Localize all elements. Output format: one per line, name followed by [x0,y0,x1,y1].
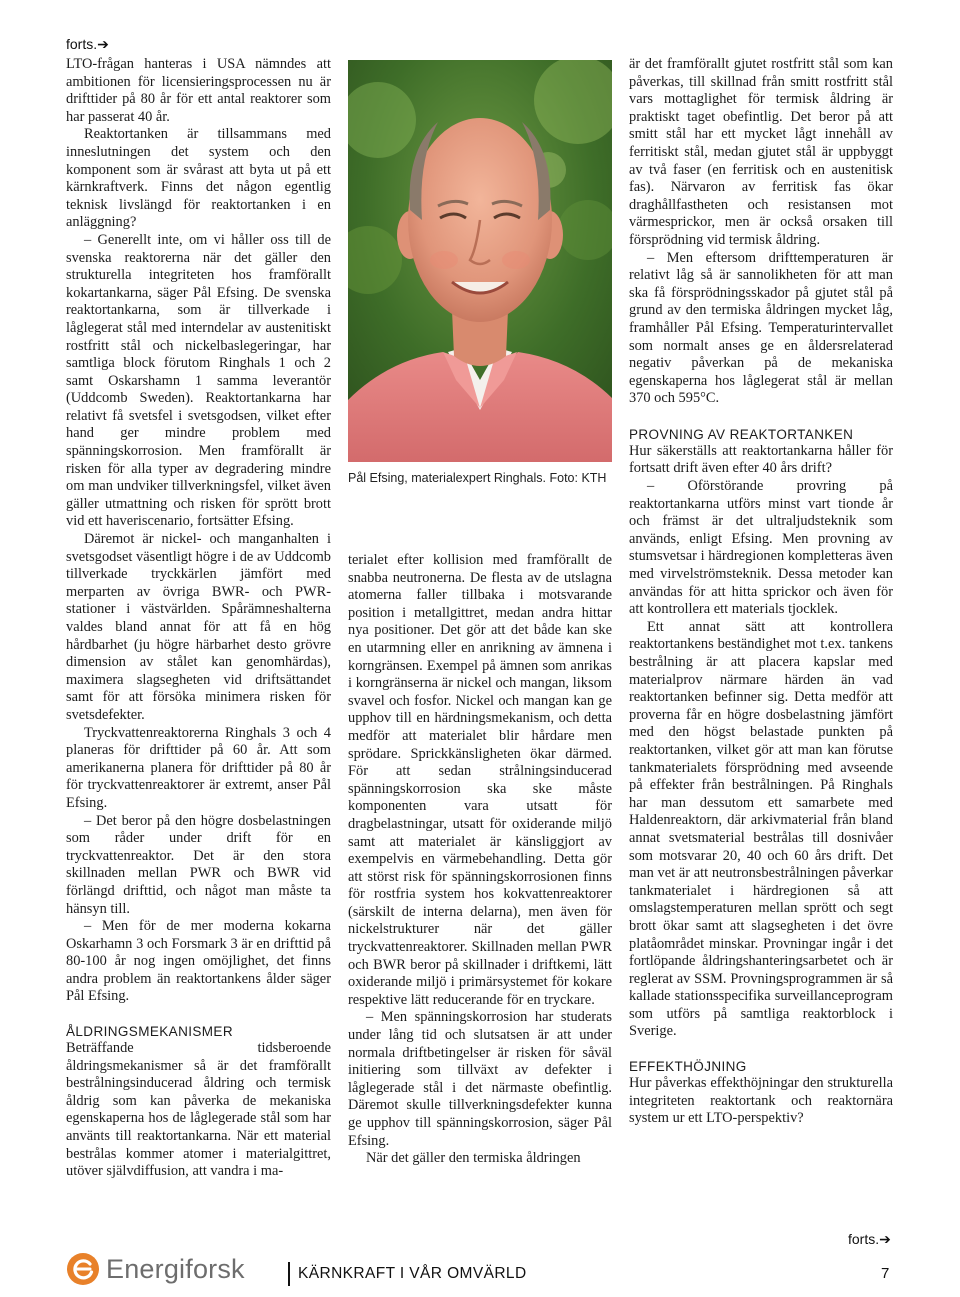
article-column-1 [66,56,331,1181]
article-column-3 [629,56,893,1128]
paragraph: Däremot är nickel- och manganhalten i svetsgodset väsentligt högre i de av Uddcomb tillverkade tryckkärlen jämfört med merparten av övriga BWR- och PWR-stationer i västvärlden. Spårämneshalterna valdes bland annat för att få en hög hårdbarhet (ju högre härbarhet desto grövre dimension av stålet kan genomhärdas), maximera slagsegheten vid driftsättandet samt för att försöka minimera risken för svetsdefekter. [66,531,331,723]
paragraph: Hur säkerställs att reaktortankarna håller för fortsatt drift även efter 40 års drift? [629,442,893,477]
continued-marker-top: forts.➔ [66,36,109,52]
portrait-illustration [348,60,612,462]
paragraph: terialet efter kollision med framförallt de snabba neutronerna. De flesta av de utslagna atomerna faller tillbaka i motsvarande position i metallgittret, medan andra hittar nya positioner. Det gör att det både kan ske en utarmning eller en anrikning av ämnena i korngränsen. Exempel på ämnen som anrikas i korngränserna är nickel och mangan, liksom svavel och fosfor. Nickel och mangan kan ge upphov till en härdningsmekanism, och detta medför att materialet blir hårdare men sprödare. Sprickkänsligheten ökar därmed. För att sedan strålningsinducerad spänningskorrosion ska ske måste komponenten vara utsatt för dragbelastningar, utsatt för oxiderande miljö samt att materialet är känsliggjort av exempelvis en värmebehandling. Detta gör att störst risk för spänningskorrosionen finns för rostfria system hos kokvattenreaktorer (särskilt de interna delarna), men även för nickelstrukturer när det gäller tryckvattenreaktorer. Skillnaden mellan PWR och BWR beror på skillnader i driftkemi, lätt oxiderande miljö i primärsystemet för kokare respektive lätt reducerande för en tryckare. [348,552,612,1008]
paragraph: Ett annat sätt att kontrollera reaktortankens beständighet mot t.ex. tankens bestrålning är att placera kapslar med materialprov närmare härden än vad reaktortanken befinner sig. Detta medför att proverna får en högre dosbelastning jämfört med den högst belastade punkten på reaktortanken, vilket gör att man kan förutse tankmaterialets försprödning med avseende på effekter från bestrålningen. På Ringhals har man dessutom ett samarbete med Haldenreaktorn, där arkivmaterial från bland annat svetsmaterial bestrålas till dosnivåer som motsvarar 20, 40 och 60 års drift. Det man vet är att neutronsbestrålningen påverkar tankmaterialet i härdregionen så att omslagstemperaturen mellan sprött och segt brott ökar samt att slagsegheten i det övre platåområdet minskar. Provningar ingår i det fortlöpande åldringshanteringsarbetet och är reglerat av SSM. Provningsprogrammen är så kallade stationsspecifika surveillanceprogram som utförs på samtliga reaktorblock i Sverige. [629,618,893,1040]
paragraph: – Generellt inte, om vi håller oss till de svenska reaktorerna när det gäller den strukturella integriteten hos framförallt kokartankarna, säger Pål Efsing. De svenska reaktortankarna, som är tillverkade i låglegerat stål med interndelar av austenitiskt rostfritt stål och nickelbaslegeringar, har samtliga block förutom Ringhals 1 och 2 samt Oskarshamn 1 samma leverantör (Uddcomb Sweden). Reaktortankarna har relativt få svetsfel i svetsgodsen, vilket efter hand ger mindre problem med spänningskorrosion. Men framförallt är risken för alla typer av degradering mindre om man undviker tillverkningsfel, vilket även gäller utmattning och risken för sprött brott vid ett haveriscenario, fortsätter Efsing. [66,231,331,530]
paragraph: Beträffande tidsberoende åldringsmekanismer så är det framförallt bestrålningsinducerad åldring och termisk åldrig som kan påverka de mekaniska egenskaperna hos de låglegerade stål som har använts till reaktortankarna. När ett material bestrålas kommer atomer i materialgittret, utöver självdiffusion, att vandra i ma- [66,1040,331,1180]
paragraph: – Men spänningskorrosion har studerats under lång tid och slutsatsen är att under normala driftbetingelser är risken för såväl initiering som tillväxt av defekter i låglegerade stål i det närmaste obefintlig. Däremot skulle tillverkningsdefekter kunna ge upphov till spänningskorrosion, säger Pål Efsing. [348,1009,612,1149]
magazine-title: KÄRNKRAFT I VÅR OMVÄRLD [298,1265,527,1282]
paragraph: När det gäller den termiska åldringen [366,1150,581,1167]
paragraph: Hur påverkas effekthöjningar den strukturella integriteten reaktortank och reaktornära system ur ett LTO-perspektiv? [629,1075,893,1127]
paragraph: – Men eftersom drifttemperaturen är relativt låg så är sannolikheten för att man ska få försprödningsskador på gjutet stål på grund av den termiska åldringen mycket låg, framhåller Pål Efsing. Temperaturintervallet som normalt anses ge en åldersrelaterad negativ påverkan på de mekaniska egenskaperna hos låglegerat stål är mellan 370 och 595°C. [629,249,893,407]
page-number: 7 [881,1265,890,1282]
portrait-photo [348,60,612,462]
continued-marker-bottom: forts.➔ [848,1231,891,1247]
paragraph: är det framförallt gjutet rostfritt stål som kan påverkas, till skillnad från smitt rostfritt stål vars mottaglighet för termisk åldring är praktiskt taget obefintlig. Det beror på att smitt stål har ett mycket lågt innehåll av ferritiskt stål, medan gjutet stål är uppbyggt av två faser (en ferritisk och en austenitisk fas). Närvaron av ferritisk fas ökar draghållfastheten och resistansen mot värmesprickor, men är också orsaken till försprödning vid termisk åldring. [629,56,893,248]
paragraph: – Oförstörande provring på reaktortankarna utförs minst vart tionde år och främst är det ultraljudsteknik som används, enligt Efsing. Men provning av stumsvetsar i härdregionen kompletteras även med virvelströmsteknik. Dessa metoder kan användas för att hitta sprickor och även för att kontrollera ett materials tjocklek. [629,478,893,618]
footer-divider [288,1262,290,1286]
section-heading-provning: PROVNING AV REAKTORTANKEN [629,426,854,442]
section-heading-aldringsmekanismer: ÅLDRINGSMEKANISMER [66,1024,233,1040]
paragraph: – Men för de mer moderna kokarna Oskarhamn 3 och Forsmark 3 är en drifttid på 80-100 år nog ingen omöjlighet, det finns andra problem än reaktortankens ålder säger Pål Efsing. [66,918,331,1005]
article-column-2 [348,552,612,1168]
paragraph: LTO-frågan hanteras i USA nämndes att ambitionen för licensieringsprocessen nu är drifttider på 80 år för ett antal reaktorer som har passerat 40 år. [66,56,331,125]
page-footer [66,1252,896,1288]
section-heading-effekthojning: EFFEKTHÖJNING [629,1059,747,1075]
photo-caption: Pål Efsing, materialexpert Ringhals. Foto: KTH [348,471,607,485]
brand-name: Energiforsk [106,1254,245,1284]
paragraph: Reaktortanken är tillsammans med inneslutningen det system och den komponent som är svårast att byta ut på ett kärnkraftverk. Finns det någon egentlig teknisk livslängd för reaktortanken i en anläggning? [66,126,331,231]
energiforsk-logo-icon [66,1252,100,1286]
paragraph: – Det beror på den högre dosbelastningen som råder under drift för en tryckvattenreaktor. Det är den stora skillnaden mellan PWR och BWR vid förlängd drifttid, och något man måste ta hänsyn till. [66,812,331,917]
paragraph: Tryckvattenreaktorerna Ringhals 3 och 4 planeras för drifttider på 60 år. Att som amerikanerna planera för drifttider på 80 år för tryckvattenreaktorer är extremt, anser Pål Efsing. [66,724,331,811]
